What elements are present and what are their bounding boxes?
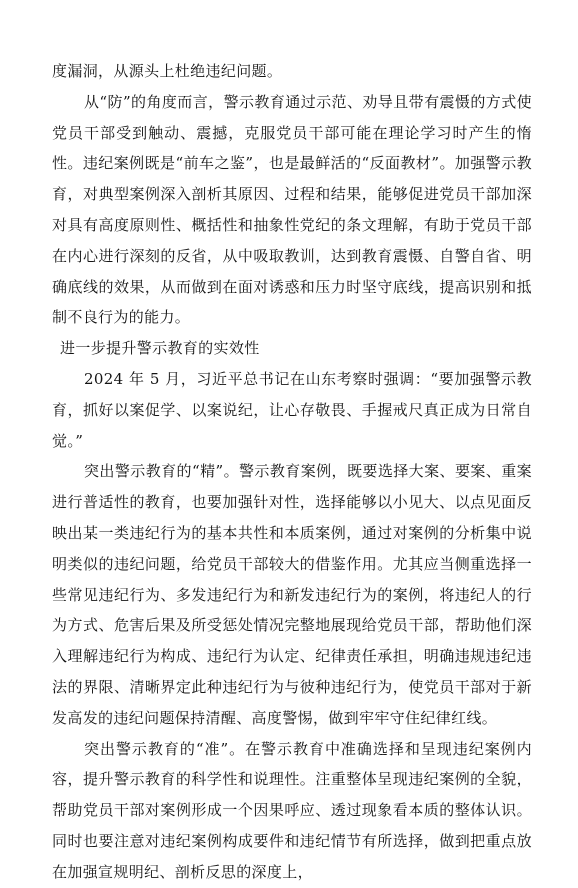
paragraph-continuation: 度漏洞，从源头上杜绝违纪问题。 (52, 62, 283, 80)
paragraph-precision: 突出警示教育的“精”。警示教育案例，既要选择大案、要案、重案进行普适性的教育，也要加强针对性，选择能够以小见大、以点见面反映出某一类违纪行为的基本共性和本质案例，通过对案例的分析集中说明类似的违纪问题，给党员干部较大的借鉴作用。尤其应当侧重选择一些常见违纪行为、多发违纪行为和新发违纪行为的案例，将违纪人的行为方式、危害后果及所受惩处情况完整地展现给党员干部，帮助他们深入理解违纪行为构成、违纪行为认定、纪律责任承担，明确违规违纪违法的界限、清晰界定此种违纪行为与彼种违纪行为，使党员干部对于新发高发的违纪问题保持清醒、高度警惕，做到牢牢守住纪律红线。 (52, 462, 532, 727)
paragraph-accuracy: 突出警示教育的“准”。在警示教育中准确选择和呈现违纪案例内容，提升警示教育的科学性和说理性。注重整体呈现违纪案例的全貌，帮助党员干部对案例形成一个因果呼应、透过现象看本质的整体认识。同时也要注意对违纪案例构成要件和违纪情节有所选择，做到把重点放在加强宣规明纪、剖析反思的深度上， (52, 739, 532, 881)
paragraph-quote: 2024 年 5 月，习近平总书记在山东考察时强调：“要加强警示教育，抓好以案促学、以案说纪，让心存敬畏、手握戒尺真正成为日常自觉。” (52, 369, 532, 450)
document-page (52, 56, 532, 888)
paragraph-prevention: 从“防”的角度而言，警示教育通过示范、劝导且带有震慑的方式使党员干部受到触动、震撼，克服党员干部可能在理论学习时产生的惰性。违纪案例既是“前车之鉴”，也是最鲜活的“反面教材”。加强警示教育，对典型案例深入剖析其原因、过程和结果，能够促进党员干部加深对具有高度原则性、概括性和抽象性党纪的条文理解，有助于党员干部在内心进行深刻的反省，从中吸取教训，达到教育震慑、自警自省、明确底线的效果，从而做到在面对诱惑和压力时坚守底线，提高识别和抵制不良行为的能力。 (52, 92, 532, 327)
section-heading: 进一步提升警示教育的实效性 (60, 339, 260, 358)
